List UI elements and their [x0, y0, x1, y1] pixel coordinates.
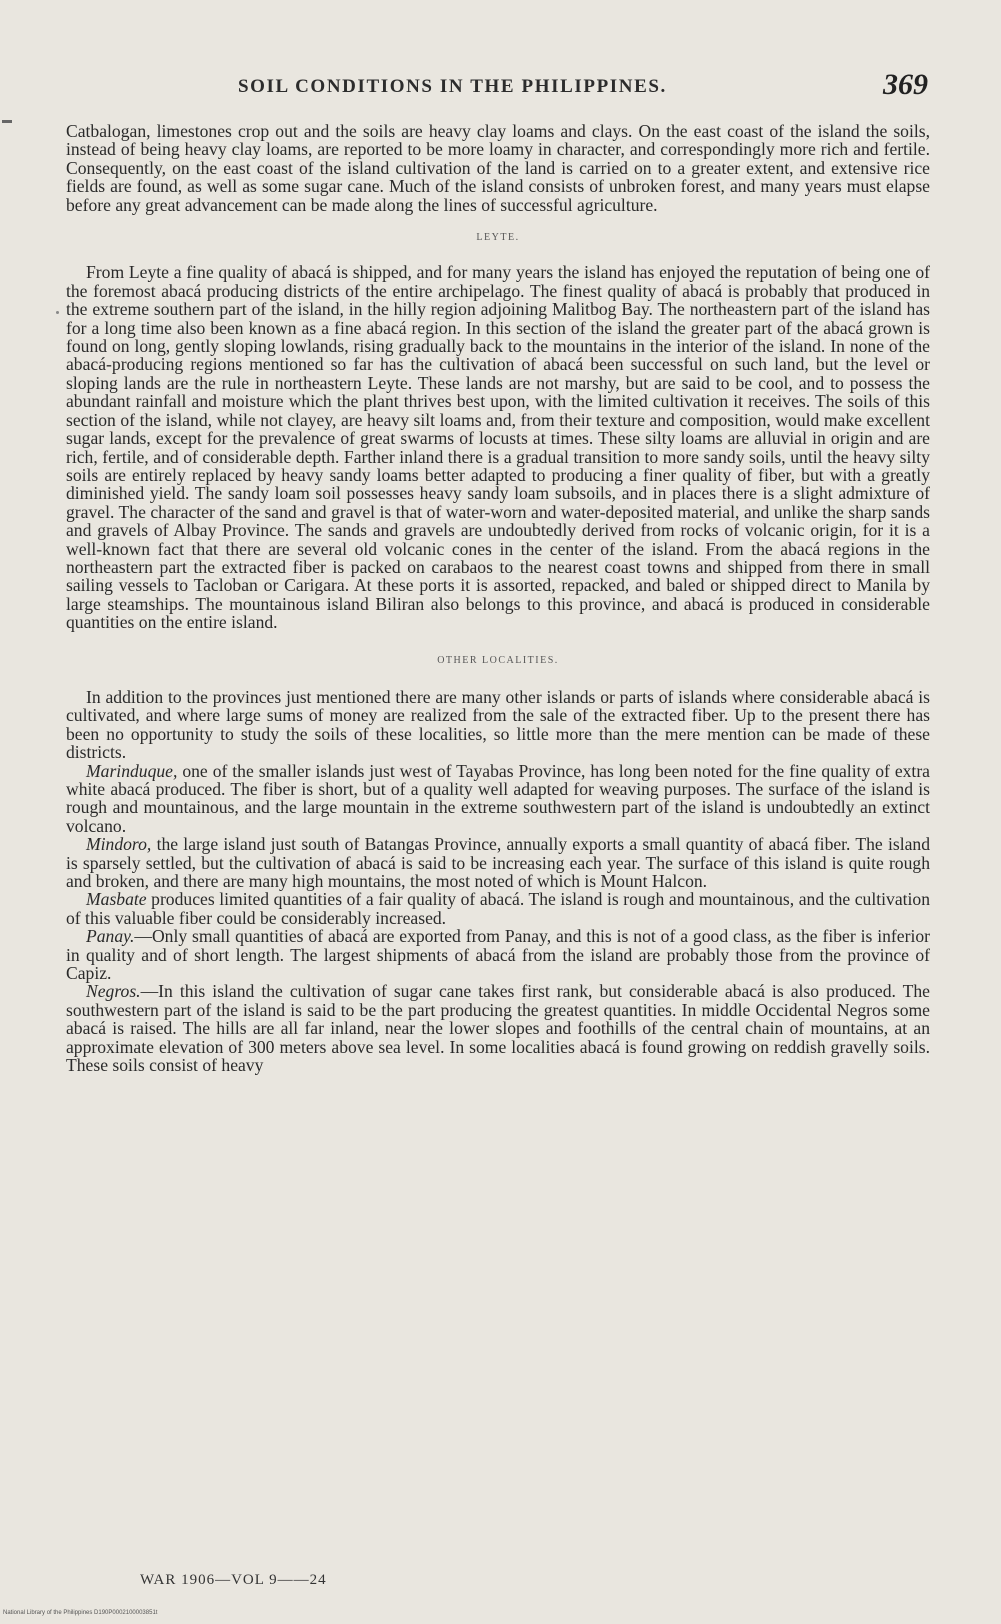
paragraph-masbate	[66, 890, 930, 927]
paragraph-marinduque-text: one of the smaller islands just west of Tayabas Province, has long been noted for the fine quality of extra white abacá produced. The fiber is short, but of a quality well adapted for weaving purposes. The surface of the island is rough and mountainous, and the large mountain in the extreme southwestern part of the island is undoubtedly an extinct volcano.	[66, 760, 930, 836]
placename-marinduque: Marinduque,	[86, 760, 178, 781]
paragraph-mindoro	[66, 835, 930, 890]
library-imprint: National Library of the Philippines D190P0002100003851t	[3, 1610, 158, 1616]
section-heading-leyte: LEYTE.	[476, 232, 520, 244]
placename-panay: Panay.	[86, 926, 135, 947]
placename-masbate: Masbate	[86, 889, 147, 910]
paragraph-samar-continued: Catbalogan, limestones crop out and the soils are heavy clay loams and clays. On the east coast of the island the soils, instead of being heavy clay loams, are reported to be more loamy in character, and correspondingly more rich and fertile. Consequently, on the east coast of the island cultivation of the land is carried on to a greater extent, and extensive rice fields are found, as well as some sugar cane. Much of the island consists of unbroken forest, and many years must elapse before any great advancement can be made along the lines of successful agriculture.	[66, 121, 930, 215]
paragraph-panay	[66, 927, 930, 982]
margin-dot	[56, 311, 59, 314]
paragraph-leyte: From Leyte a fine quality of abacá is shipped, and for many years the island has enjoyed the reputation of being one of the foremost abacá producing districts of the entire archipelago. The finest quality of abacá is probably that produced in the extreme southern part of the island, in the hilly region adjoining Malitbog Bay. The northeastern part of the island has for a long time also been known as a fine abacá region. In this section of the island the greater part of the abacá grown is found on long, gently sloping lowlands, rising gradually back to the mountains in the interior of the island. In none of the abacá-producing regions mentioned so far has the cultivation of abacá been successful on such land, but the level or sloping lands are the rule in northeastern Leyte. These lands are not marshy, but are said to be cool, and to possess the abundant rainfall and moisture which the plant thrives best upon, with the limited cultivation it receives. The soils of this section of the island, while not clayey, are heavy silt loams and, from their texture and composition, would make excellent sugar lands, except for the prevalence of great swarms of locusts at times. These silty loams are alluvial in origin and are rich, fertile, and of considerable depth. Farther inland there is a gradual transition to more sandy soils, until the heavy silty soils are entirely replaced by heavy sandy loams better adapted to producing a finer quality of fiber, but with a greatly diminished yield. The sandy loam soil possesses heavy sandy loam subsoils, and in places there is a slight admixture of gravel. The character of the sand and gravel is that of water-worn and water-deposited material, and unlike the sharp sands and gravels of Albay Province. The sands and gravels are undoubtedly derived from rocks of volcanic origin, for it is a well-known fact that there are several old volcanic cones in the center of the island. From the abacá regions in the northeastern part the extracted fiber is packed on carabaos to the nearest coast towns and shipped from there in small sailing vessels to Tacloban or Carigara. At these ports it is assorted, repacked, and baled or shipped direct to Manila by large steamships. The mountainous island Biliran also belongs to this province, and abacá is produced in considerable quantities on the entire island.	[66, 262, 930, 633]
paragraph-mindoro-text: the large island just south of Batangas Province, annually exports a small quantity of abacá fiber. The island is sparsely settled, but the cultivation of abacá is said to be increasing each year. The surface of this island is quite rough and broken, and there are many high mountains, the most noted of which is Mount Halcon.	[66, 834, 930, 892]
paragraph-panay-text: —Only small quantities of abacá are exported from Panay, and this is not of a good class, as the fiber is inferior in quality and of short length. The largest shipments of abacá from the island are probably those from the province of Capiz.	[66, 926, 930, 984]
paragraph-negros-text: —In this island the cultivation of sugar cane takes first rank, but considerable abacá is also produced. The southwestern part of the island is said to be the part producing the greatest quantities. In middle Occidental Negros some abacá is raised. The hills are all far inland, near the lower slopes and foothills of the central chain of mountains, at an approximate elevation of 300 meters above sea level. In some localities abacá is found growing on reddish gravelly soils. These soils consist of heavy	[66, 981, 930, 1076]
running-title: SOIL CONDITIONS IN THE PHILIPPINES.	[238, 76, 667, 97]
placename-mindoro: Mindoro,	[86, 834, 152, 855]
page-number: 369	[883, 68, 928, 101]
section-heading-other-localities: OTHER LOCALITIES.	[437, 654, 559, 666]
placename-negros: Negros.	[86, 981, 141, 1002]
signature-line: WAR 1906—VOL 9——24	[140, 1572, 327, 1588]
page-body	[66, 122, 930, 1075]
paragraph-negros	[66, 982, 930, 1074]
margin-mark	[2, 120, 12, 123]
paragraph-masbate-text: produces limited quantities of a fair quality of abacá. The island is rough and mountainous, and the cultivation of this valuable fiber could be considerably increased.	[66, 889, 930, 928]
page-header	[228, 68, 928, 108]
paragraph-marinduque	[66, 762, 930, 836]
paragraph-other-localities: In addition to the provinces just mentioned there are many other islands or parts of islands where considerable abacá is cultivated, and where large sums of money are realized from the sale of the extracted fiber. Up to the present there has been no opportunity to study the soils of these localities, so little more than the mere mention can be made of these districts.	[66, 686, 930, 763]
